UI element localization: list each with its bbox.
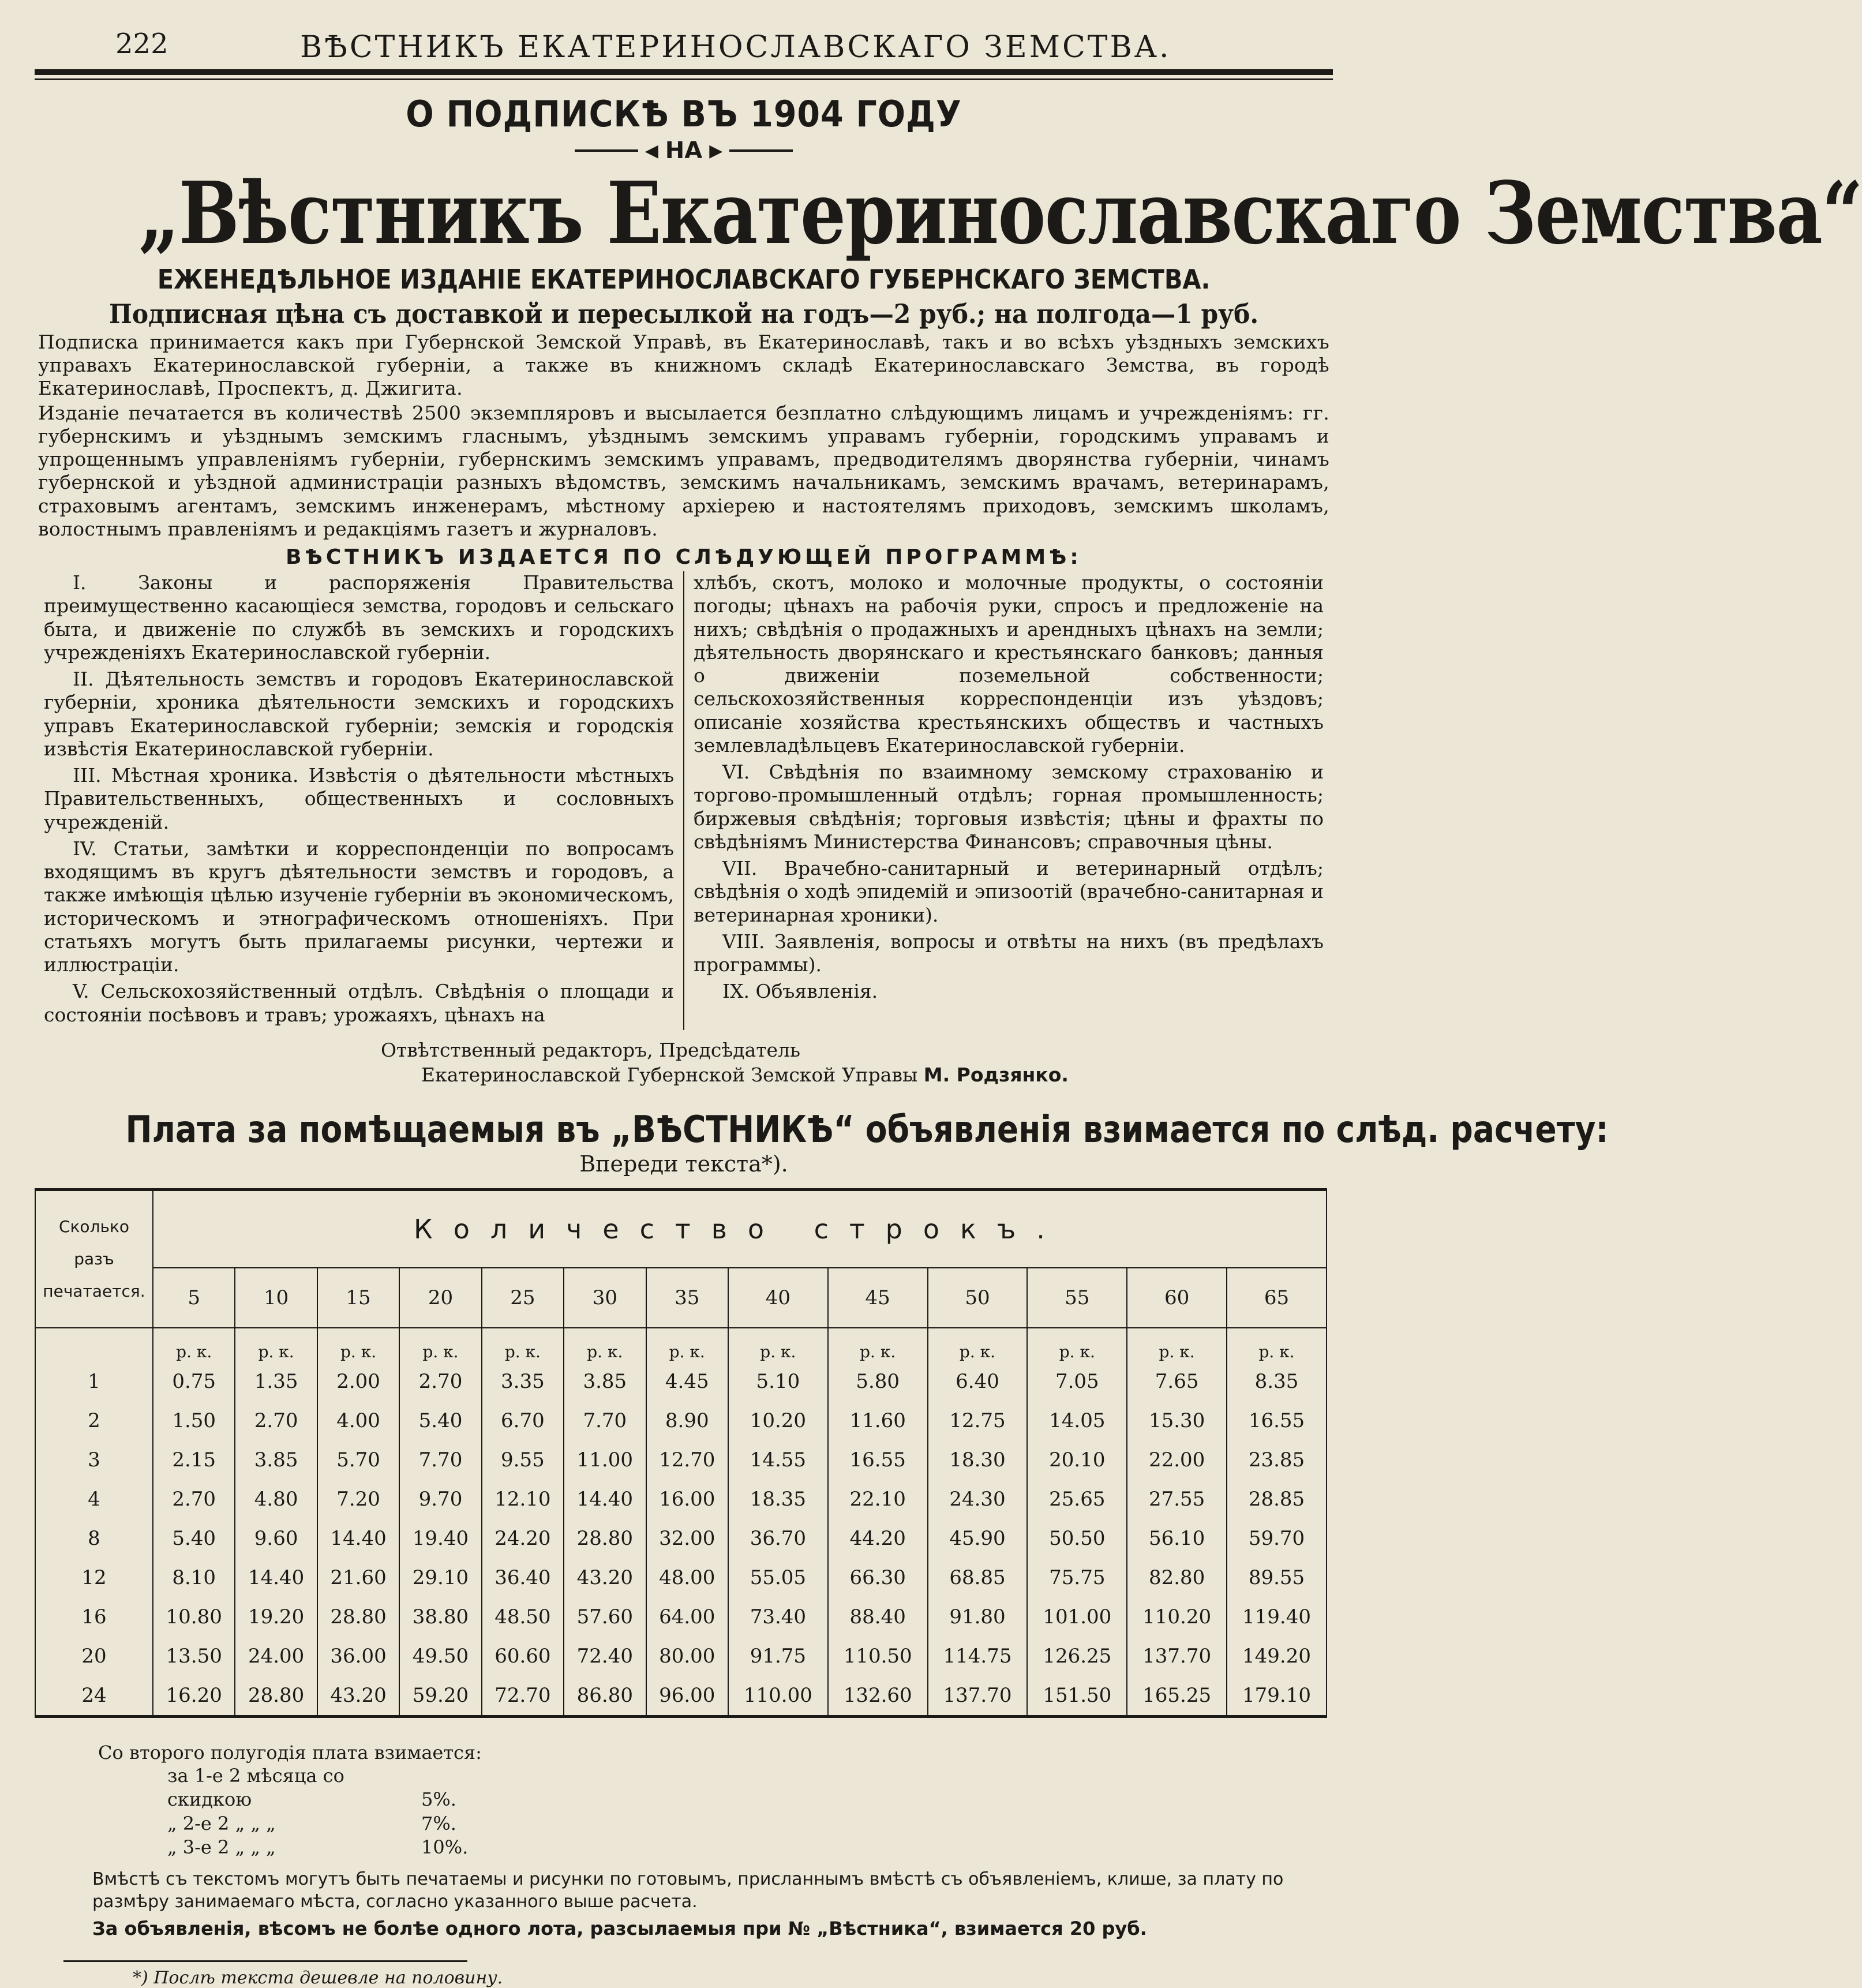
price-cell: 1.50 xyxy=(153,1401,235,1440)
times-cell: 2 xyxy=(35,1401,153,1440)
unit-label: р. к. xyxy=(399,1328,481,1362)
fees-title: Плата за помѣщаемыя въ „ВѢСТНИКѢ“ объявленія взимается по слѣд. расчету: xyxy=(125,1108,1609,1151)
price-cell: 60.60 xyxy=(482,1637,564,1676)
discount-line xyxy=(167,1812,1333,1836)
price-cell: 12.75 xyxy=(928,1401,1028,1440)
price-cell: 38.80 xyxy=(399,1597,481,1637)
discount-label: „ 3-е 2 „ „ „ xyxy=(167,1836,276,1859)
arrow-right-icon: ▶ xyxy=(709,140,723,161)
editor-line-2 xyxy=(35,1063,1333,1088)
inserts-note: За объявленія, вѣсомъ не болѣе одного лота, разсылаемыя при № „Вѣстника“, взимается 20 руб. xyxy=(92,1917,1147,1940)
lines-column-header: 10 xyxy=(235,1268,317,1328)
price-cell: 11.00 xyxy=(564,1440,646,1480)
lines-column-header: 45 xyxy=(828,1268,928,1328)
price-cell: 28.80 xyxy=(564,1519,646,1558)
program-item: III. Мѣстная хроника. Извѣстія о дѣятельности мѣстныхъ Правительственныхъ, общественныхъ и сословныхъ учрежденій. xyxy=(44,764,674,833)
discount-label: „ 2-е 2 „ „ „ xyxy=(167,1812,276,1834)
editor-signature xyxy=(35,1038,1333,1088)
rates-body xyxy=(35,1328,1327,1717)
times-cell: 12 xyxy=(35,1558,153,1597)
price-cell: 24.30 xyxy=(928,1480,1028,1519)
table-row xyxy=(35,1676,1327,1717)
price-cell: 43.20 xyxy=(564,1558,646,1597)
program-item: IV. Статьи, замѣтки и корреспонденціи по вопросамъ входящимъ въ кругъ дѣятельности земствъ и городовъ, а также имѣющія цѣлью изученіе губерніи въ экономическомъ, историческомъ и этнографическомъ отношеніяхъ. При статьяхъ могутъ быть прилагаемы рисунки, чертежи и иллюстраціи. xyxy=(44,837,674,976)
price-cell: 165.25 xyxy=(1127,1676,1227,1717)
price-cell: 89.55 xyxy=(1227,1558,1327,1597)
times-cell: 20 xyxy=(35,1637,153,1676)
unit-label: р. к. xyxy=(153,1328,235,1362)
price-cell: 56.10 xyxy=(1127,1519,1227,1558)
discount-line xyxy=(167,1764,1333,1812)
program-item: V. Сельскохозяйственный отдѣлъ. Свѣдѣнія о площади и состояніи посѣвовъ и травъ; урожаяхъ, цѣнахъ на xyxy=(44,980,674,1026)
price-cell: 18.30 xyxy=(928,1440,1028,1480)
program-right-column xyxy=(684,571,1333,1030)
price-cell: 119.40 xyxy=(1227,1597,1327,1637)
program-item: VI. Свѣдѣнія по взаимному земскому страхованію и торгово-промышленный отдѣлъ; горная промышленность; биржевыя свѣдѣнія; торговыя извѣстія; цѣны и фрахты по свѣдѣніямъ Министерства Финансовъ; справочныя цѣны. xyxy=(694,761,1324,853)
price-cell: 57.60 xyxy=(564,1597,646,1637)
price-cell: 2.00 xyxy=(317,1362,399,1401)
price-cell: 23.85 xyxy=(1227,1440,1327,1480)
price-cell: 3.85 xyxy=(564,1362,646,1401)
divider xyxy=(575,149,638,152)
price-cell: 7.70 xyxy=(399,1440,481,1480)
discount-percent: 10%. xyxy=(421,1836,469,1859)
page-number: 222 xyxy=(115,28,168,60)
price-cell: 4.00 xyxy=(317,1401,399,1440)
weekly-edition: ЕЖЕНЕДѢЛЬНОЕ ИЗДАНІЕ ЕКАТЕРИНОСЛАВСКАГО ГУБЕРНСКАГО ЗЕМСТВА. xyxy=(157,263,1211,295)
price-cell: 16.20 xyxy=(153,1676,235,1717)
price-cell: 24.20 xyxy=(482,1519,564,1558)
na-word: НА xyxy=(665,137,703,164)
times-cell: 4 xyxy=(35,1480,153,1519)
times-header: Сколько разъ печатается. xyxy=(35,1189,153,1328)
price-cell: 19.20 xyxy=(235,1597,317,1637)
price-cell: 9.55 xyxy=(482,1440,564,1480)
price-cell: 14.40 xyxy=(564,1480,646,1519)
price-cell: 6.70 xyxy=(482,1401,564,1440)
price-cell: 25.65 xyxy=(1027,1480,1127,1519)
price-cell: 2.70 xyxy=(153,1480,235,1519)
lines-count-header: Количество строкъ. xyxy=(153,1189,1327,1268)
unit-label: р. к. xyxy=(564,1328,646,1362)
lines-column-header: 55 xyxy=(1027,1268,1127,1328)
price-cell: 24.00 xyxy=(235,1637,317,1676)
program-left-column xyxy=(35,571,684,1030)
price-cell: 91.75 xyxy=(728,1637,828,1676)
program-item: II. Дѣятельность земствъ и городовъ Екатеринославской губерніи, хроника дѣятельности земскихъ и городскихъ управъ Екатеринославской губерніи; земскія и городскія извѣстія Екатеринославской губерніи. xyxy=(44,668,674,760)
discount-percent: 5%. xyxy=(421,1788,456,1811)
table-row xyxy=(35,1440,1327,1480)
price-cell: 50.50 xyxy=(1027,1519,1127,1558)
price-cell: 7.20 xyxy=(317,1480,399,1519)
lines-column-header: 35 xyxy=(646,1268,728,1328)
price-cell: 66.30 xyxy=(828,1558,928,1597)
price-cell: 149.20 xyxy=(1227,1637,1327,1676)
price-cell: 11.60 xyxy=(828,1401,928,1440)
unit-label: р. к. xyxy=(928,1328,1028,1362)
price-cell: 179.10 xyxy=(1227,1676,1327,1717)
price-cell: 101.00 xyxy=(1027,1597,1127,1637)
price-cell: 5.40 xyxy=(153,1519,235,1558)
price-cell: 13.50 xyxy=(153,1637,235,1676)
table-row xyxy=(35,1637,1327,1676)
price-cell: 82.80 xyxy=(1127,1558,1227,1597)
price-cell: 21.60 xyxy=(317,1558,399,1597)
table-row xyxy=(35,1597,1327,1637)
unit-label: р. к. xyxy=(828,1328,928,1362)
footnote-rule xyxy=(63,1960,467,1962)
price-cell: 88.40 xyxy=(828,1597,928,1637)
unit-label: р. к. xyxy=(1127,1328,1227,1362)
price-cell: 2.70 xyxy=(399,1362,481,1401)
unit-label: р. к. xyxy=(482,1328,564,1362)
footnote: *) Послѣ текста дешевле на половину. xyxy=(133,1967,503,1988)
price-cell: 6.40 xyxy=(928,1362,1028,1401)
price-cell: 55.05 xyxy=(728,1558,828,1597)
price-cell: 9.60 xyxy=(235,1519,317,1558)
column-header-row xyxy=(35,1268,1327,1328)
price-cell: 16.55 xyxy=(1227,1401,1327,1440)
price-cell: 137.70 xyxy=(928,1676,1028,1717)
journal-title: ВѢСТНИКЪ ЕКАТЕРИНОСЛАВСКАГО ЗЕМСТВА. xyxy=(300,30,1171,65)
price-cell: 9.70 xyxy=(399,1480,481,1519)
price-cell: 73.40 xyxy=(728,1597,828,1637)
discount-list xyxy=(167,1764,1333,1860)
program-title: ВѢСТНИКЪ ИЗДАЕТСЯ ПО СЛѢДУЮЩЕЙ ПРОГРАММѢ: xyxy=(286,545,1082,570)
price-cell: 36.40 xyxy=(482,1558,564,1597)
header-rule xyxy=(35,69,1333,75)
price-cell: 12.10 xyxy=(482,1480,564,1519)
editor-line-1: Отвѣтственный редакторъ, Предсѣдатель xyxy=(381,1038,800,1061)
lines-column-header: 15 xyxy=(317,1268,399,1328)
lines-column-header: 60 xyxy=(1127,1268,1227,1328)
unit-label: р. к. xyxy=(728,1328,828,1362)
price-cell: 22.10 xyxy=(828,1480,928,1519)
price-cell: 22.00 xyxy=(1127,1440,1227,1480)
price-cell: 18.35 xyxy=(728,1480,828,1519)
price-cell: 28.85 xyxy=(1227,1480,1327,1519)
discount-line xyxy=(167,1836,1333,1860)
lines-column-header: 65 xyxy=(1227,1268,1327,1328)
price-cell: 91.80 xyxy=(928,1597,1028,1637)
unit-label: р. к. xyxy=(317,1328,399,1362)
page xyxy=(35,17,1862,1988)
price-cell: 43.20 xyxy=(317,1676,399,1717)
price-cell: 15.30 xyxy=(1127,1401,1227,1440)
price-cell: 4.45 xyxy=(646,1362,728,1401)
running-header xyxy=(35,17,1333,69)
price-cell: 151.50 xyxy=(1027,1676,1127,1717)
price-cell: 10.80 xyxy=(153,1597,235,1637)
unit-label: р. к. xyxy=(235,1328,317,1362)
price-cell: 3.85 xyxy=(235,1440,317,1480)
footer-notes xyxy=(98,1741,1333,1860)
price-cell: 16.00 xyxy=(646,1480,728,1519)
table-row xyxy=(35,1401,1327,1440)
header-rule-thin xyxy=(35,78,1333,80)
price-cell: 72.70 xyxy=(482,1676,564,1717)
price-cell: 48.00 xyxy=(646,1558,728,1597)
program-item: I. Законы и распоряженія Правительства преимущественно касающіеся земства, городовъ и сельскаго быта, и движеніе по службѣ въ земскихъ и городскихъ учрежденіяхъ Екатеринославской губерніи. xyxy=(44,571,674,664)
price-cell: 27.55 xyxy=(1127,1480,1227,1519)
price-cell: 1.35 xyxy=(235,1362,317,1401)
table-row xyxy=(35,1480,1327,1519)
na-line xyxy=(35,137,1333,164)
price-cell: 86.80 xyxy=(564,1676,646,1717)
price-cell: 12.70 xyxy=(646,1440,728,1480)
price-cell: 14.55 xyxy=(728,1440,828,1480)
price-cell: 110.20 xyxy=(1127,1597,1227,1637)
unit-label: р. к. xyxy=(1027,1328,1127,1362)
times-cell: 16 xyxy=(35,1597,153,1637)
price-cell: 7.65 xyxy=(1127,1362,1227,1401)
price-cell: 5.40 xyxy=(399,1401,481,1440)
program-item-continued: хлѣбъ, скотъ, молоко и молочные продукты, о состояніи погоды; цѣнахъ на рабочія руки, спросъ и предложеніе на нихъ; свѣдѣнія о продажныхъ и арендныхъ цѣнахъ на земли; дѣятельность дворянскаго и крестьянскаго банковъ; данныя о движеніи поземельной собственности; сельскохозяйственныя корреспонденціи изъ уѣздовъ; описаніе хозяйства крестьянскихъ обществъ и частныхъ землевладѣльцевъ Екатеринославской губерніи. xyxy=(694,571,1324,757)
times-cell: 24 xyxy=(35,1676,153,1717)
price-cell: 132.60 xyxy=(828,1676,928,1717)
subscription-price: Подписная цѣна съ доставкой и пересылкой на годъ—2 руб.; на полгода—1 руб. xyxy=(108,298,1259,330)
editor-name: М. Родзянко. xyxy=(923,1063,1069,1086)
price-cell: 10.20 xyxy=(728,1401,828,1440)
times-cell: 3 xyxy=(35,1440,153,1480)
price-cell: 96.00 xyxy=(646,1676,728,1717)
program-item: VIII. Заявленія, вопросы и отвѣты на нихъ (въ предѣлахъ программы). xyxy=(694,930,1324,976)
lines-column-header: 50 xyxy=(928,1268,1028,1328)
price-cell: 49.50 xyxy=(399,1637,481,1676)
price-cell: 5.10 xyxy=(728,1362,828,1401)
price-cell: 36.70 xyxy=(728,1519,828,1558)
price-cell: 75.75 xyxy=(1027,1558,1127,1597)
illustrations-note: Вмѣстѣ съ текстомъ могутъ быть печатаемы и рисунки по готовымъ, присланнымъ вмѣстѣ съ объявленіемъ, клише, за плату по размѣру занимаемаго мѣста, согласно указанного выше расчета. xyxy=(92,1869,1284,1912)
rates-table xyxy=(35,1188,1327,1718)
price-cell: 28.80 xyxy=(317,1597,399,1637)
price-cell: 80.00 xyxy=(646,1637,728,1676)
price-cell: 68.85 xyxy=(928,1558,1028,1597)
price-cell: 45.90 xyxy=(928,1519,1028,1558)
price-cell: 19.40 xyxy=(399,1519,481,1558)
price-cell: 16.55 xyxy=(828,1440,928,1480)
price-cell: 59.20 xyxy=(399,1676,481,1717)
price-cell: 44.20 xyxy=(828,1519,928,1558)
price-cell: 64.00 xyxy=(646,1597,728,1637)
price-cell: 48.50 xyxy=(482,1597,564,1637)
price-cell: 72.40 xyxy=(564,1637,646,1676)
table-row xyxy=(35,1362,1327,1401)
program-columns xyxy=(35,571,1333,1030)
second-half-note: Со второго полугодія плата взимается: xyxy=(98,1741,482,1764)
print-info: Изданіе печатается въ количествѣ 2500 экземпляровъ и высылается безплатно слѣдующимъ лицамъ и учрежденіямъ: гг. губернскимъ и уѣзднымъ земскимъ гласнымъ, уѣзднымъ земскимъ управамъ губерніи, городскимъ управамъ и упрощеннымъ управленіямъ губерніи, губернскимъ земскимъ управамъ, предводителямъ дворянства губерніи, чинамъ губернской и уѣздной администраціи разныхъ вѣдомствъ, земскимъ начальникамъ, земскимъ врачамъ, ветеринарамъ, страховымъ агентамъ, земскимъ инженерамъ, мѣстному архіерею и настоятелямъ приходовъ, земскимъ школамъ, волостнымъ правленіямъ и редакціямъ газетъ и журналовъ. xyxy=(38,401,1329,540)
price-cell: 2.15 xyxy=(153,1440,235,1480)
price-cell: 0.75 xyxy=(153,1362,235,1401)
price-cell: 20.10 xyxy=(1027,1440,1127,1480)
lines-column-header: 20 xyxy=(399,1268,481,1328)
discount-label: за 1-е 2 мѣсяца со скидкою xyxy=(167,1764,344,1811)
unit-blank xyxy=(35,1328,153,1362)
price-cell: 3.35 xyxy=(482,1362,564,1401)
price-cell: 14.05 xyxy=(1027,1401,1127,1440)
price-cell: 110.00 xyxy=(728,1676,828,1717)
price-cell: 14.40 xyxy=(235,1558,317,1597)
price-cell: 8.10 xyxy=(153,1558,235,1597)
lines-column-header: 30 xyxy=(564,1268,646,1328)
lines-column-header: 25 xyxy=(482,1268,564,1328)
price-cell: 28.80 xyxy=(235,1676,317,1717)
unit-row xyxy=(35,1328,1327,1362)
discount-percent: 7%. xyxy=(421,1812,456,1834)
price-cell: 59.70 xyxy=(1227,1519,1327,1558)
times-cell: 1 xyxy=(35,1362,153,1401)
price-cell: 32.00 xyxy=(646,1519,728,1558)
arrow-left-icon: ◀ xyxy=(645,140,658,161)
program-item: VII. Врачебно-санитарный и ветеринарный отдѣлъ; свѣдѣнія о ходѣ эпидемій и эпизоотій (врачебно-санитарная и ветеринарная хроники). xyxy=(694,857,1324,926)
unit-label: р. к. xyxy=(646,1328,728,1362)
price-cell: 7.05 xyxy=(1027,1362,1127,1401)
table-row xyxy=(35,1558,1327,1597)
price-cell: 5.80 xyxy=(828,1362,928,1401)
divider xyxy=(729,149,793,152)
price-cell: 8.35 xyxy=(1227,1362,1327,1401)
lines-column-header: 40 xyxy=(728,1268,828,1328)
price-cell: 137.70 xyxy=(1127,1637,1227,1676)
lines-column-header: 5 xyxy=(153,1268,235,1328)
price-cell: 2.70 xyxy=(235,1401,317,1440)
subscription-heading: О ПОДПИСКѢ ВЪ 1904 ГОДУ xyxy=(406,93,962,135)
unit-label: р. к. xyxy=(1227,1328,1327,1362)
editor-office: Екатеринославской Губернской Земской Управы xyxy=(421,1063,918,1086)
price-cell: 7.70 xyxy=(564,1401,646,1440)
fees-subtitle: Впереди текста*). xyxy=(579,1151,788,1177)
price-cell: 5.70 xyxy=(317,1440,399,1480)
publication-title: „Вѣстникъ Екатеринославскаго Земства“ xyxy=(138,163,1862,263)
price-cell: 29.10 xyxy=(399,1558,481,1597)
table-row xyxy=(35,1519,1327,1558)
subscription-info: Подписка принимается какъ при Губернской Земской Управѣ, въ Екатеринославѣ, такъ и во всѣхъ уѣздныхъ земскихъ управахъ Екатеринославской губерніи, а также въ книжномъ складѣ Екатеринославскаго Земства, въ городѣ Екатеринославѣ, Проспектъ, д. Джигита. xyxy=(38,330,1329,400)
price-cell: 114.75 xyxy=(928,1637,1028,1676)
price-cell: 14.40 xyxy=(317,1519,399,1558)
program-item: IX. Объявленія. xyxy=(722,980,878,1003)
price-cell: 126.25 xyxy=(1027,1637,1127,1676)
price-cell: 4.80 xyxy=(235,1480,317,1519)
price-cell: 110.50 xyxy=(828,1637,928,1676)
times-cell: 8 xyxy=(35,1519,153,1558)
price-cell: 36.00 xyxy=(317,1637,399,1676)
price-cell: 8.90 xyxy=(646,1401,728,1440)
